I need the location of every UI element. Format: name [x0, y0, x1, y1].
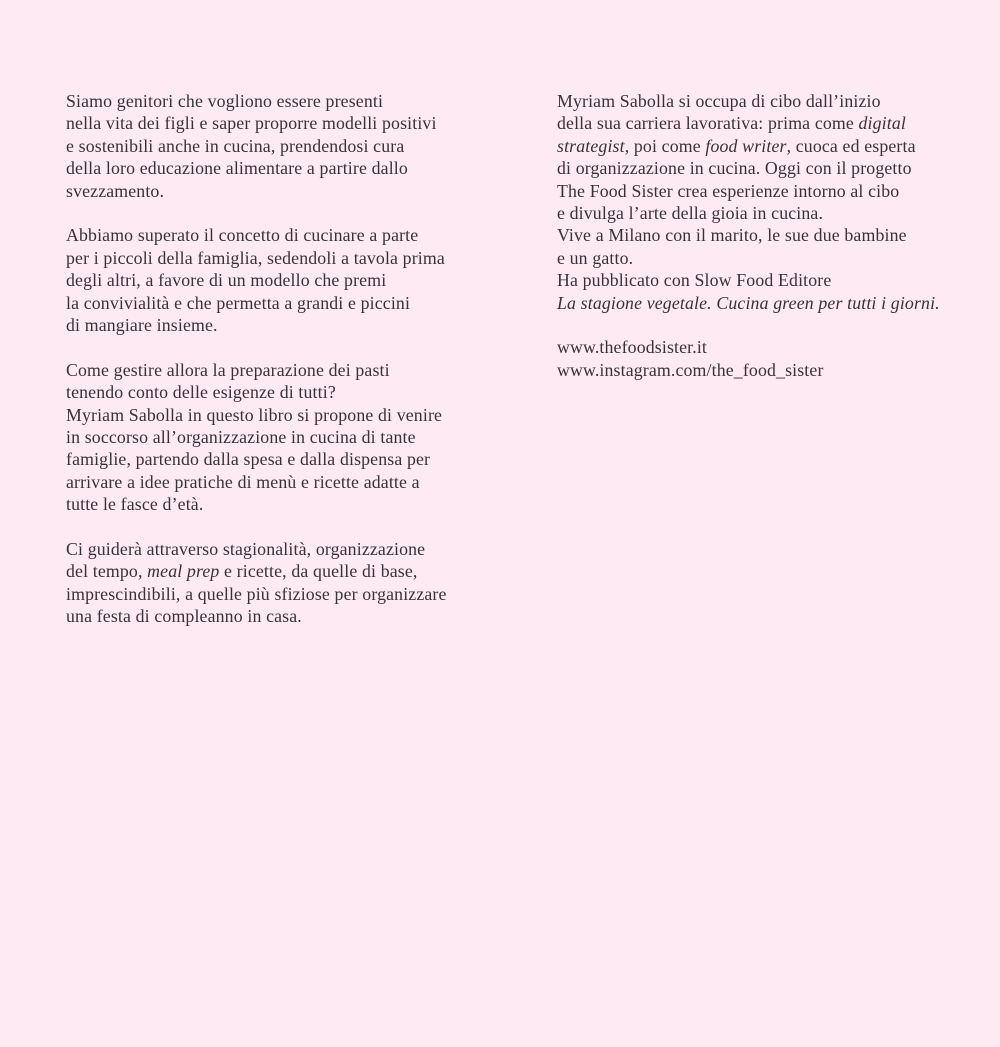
text-segment: per i piccoli della famiglia, sedendoli a tavola prima — [66, 247, 445, 268]
intro-paragraph — [66, 90, 486, 202]
left-text-column — [66, 90, 486, 650]
text-line — [557, 135, 977, 157]
text-segment: Ci guiderà attraverso stagionalità, organizzazione — [66, 539, 426, 560]
text-segment: di mangiare insieme. — [66, 315, 218, 336]
text-line — [557, 90, 977, 112]
text-segment: imprescindibili, a quelle più sfiziose per organizzare — [66, 583, 447, 604]
text-segment: della sua carriera lavorativa: prima come — [557, 113, 859, 134]
text-segment: svezzamento. — [66, 180, 165, 201]
text-line — [66, 583, 486, 605]
text-line — [66, 112, 486, 134]
text-segment: Myriam Sabolla si occupa di cibo dall’inizio — [557, 91, 881, 111]
text-line — [66, 560, 486, 582]
text-segment: Abbiamo superato il concetto di cucinare a parte — [66, 225, 419, 246]
text-segment: arrivare a idee pratiche di menù e ricette adatte a — [66, 471, 420, 492]
text-segment: tenendo conto delle esigenze di tutti? — [66, 382, 336, 403]
contents-paragraph — [66, 538, 486, 628]
text-line — [66, 538, 486, 560]
text-line — [557, 224, 977, 246]
text-segment: tutte le fasce d’età. — [66, 494, 204, 515]
links-paragraph — [557, 336, 977, 381]
text-segment: e divulga l’arte della gioia in cucina. — [557, 203, 824, 224]
text-line — [66, 314, 486, 336]
text-line — [557, 180, 977, 202]
text-line — [66, 224, 486, 246]
text-line — [66, 90, 486, 112]
text-line — [66, 292, 486, 314]
text-line — [557, 157, 977, 179]
text-line — [557, 336, 977, 358]
text-line — [557, 112, 977, 134]
text-segment: e sostenibili anche in cucina, prendendosi cura — [66, 135, 405, 156]
text-line — [66, 448, 486, 470]
text-segment: Myriam Sabolla in questo libro si propone di venire — [66, 404, 443, 425]
text-line — [66, 471, 486, 493]
text-line — [557, 202, 977, 224]
text-line — [66, 381, 486, 403]
text-segment: della loro educazione alimentare a partire dallo — [66, 158, 408, 179]
text-segment: una festa di compleanno in casa. — [66, 606, 302, 627]
text-line — [66, 404, 486, 426]
text-segment: nella vita dei figli e saper proporre modelli positivi — [66, 113, 437, 134]
text-segment: del tempo, — [66, 561, 148, 582]
text-line — [66, 269, 486, 291]
author-bio-paragraph — [557, 90, 977, 314]
text-line — [66, 157, 486, 179]
text-segment: e un gatto. — [557, 247, 634, 268]
text-segment: degli altri, a favore di un modello che premi — [66, 270, 387, 291]
concept-paragraph — [66, 224, 486, 336]
text-segment: Siamo genitori che vogliono essere presenti — [66, 91, 384, 111]
text-segment: www.thefoodsister.it — [557, 337, 708, 358]
text-segment: Come gestire allora la preparazione dei pasti — [66, 359, 390, 380]
text-segment: , cuoca ed esperta — [786, 135, 916, 156]
italic-text-segment: La stagione vegetale. Cucina green per tutti i giorni. — [557, 292, 940, 313]
text-line — [66, 247, 486, 269]
text-line — [66, 426, 486, 448]
book-purpose-paragraph — [66, 359, 486, 516]
text-segment: Vive a Milano con il marito, le sue due bambine — [557, 225, 907, 246]
text-line — [66, 359, 486, 381]
italic-text-segment: meal prep — [147, 561, 220, 582]
text-segment: The Food Sister crea esperienze intorno al cibo — [557, 180, 900, 201]
text-line — [66, 135, 486, 157]
text-line — [66, 493, 486, 515]
italic-text-segment: food writer — [705, 135, 787, 156]
text-segment: famiglie, partendo dalla spesa e dalla dispensa per — [66, 449, 431, 470]
text-segment: in soccorso all’organizzazione in cucina di tante — [66, 427, 416, 448]
text-line — [557, 359, 977, 381]
text-line — [557, 292, 977, 314]
text-line — [557, 269, 977, 291]
text-segment: e ricette, da quelle di base, — [219, 561, 418, 582]
right-text-column — [557, 90, 977, 404]
text-segment: di organizzazione in cucina. Oggi con il progetto — [557, 158, 912, 179]
text-line — [557, 247, 977, 269]
text-line — [66, 180, 486, 202]
text-segment: la convivialità e che permetta a grandi e piccini — [66, 292, 411, 313]
italic-text-segment: strategist — [557, 135, 625, 156]
text-segment: www.instagram.com/the_food_sister — [557, 359, 824, 380]
text-segment: Ha pubblicato con Slow Food Editore — [557, 270, 832, 291]
text-segment: , poi come — [624, 135, 706, 156]
italic-text-segment: digital — [858, 113, 906, 134]
text-line — [66, 605, 486, 627]
